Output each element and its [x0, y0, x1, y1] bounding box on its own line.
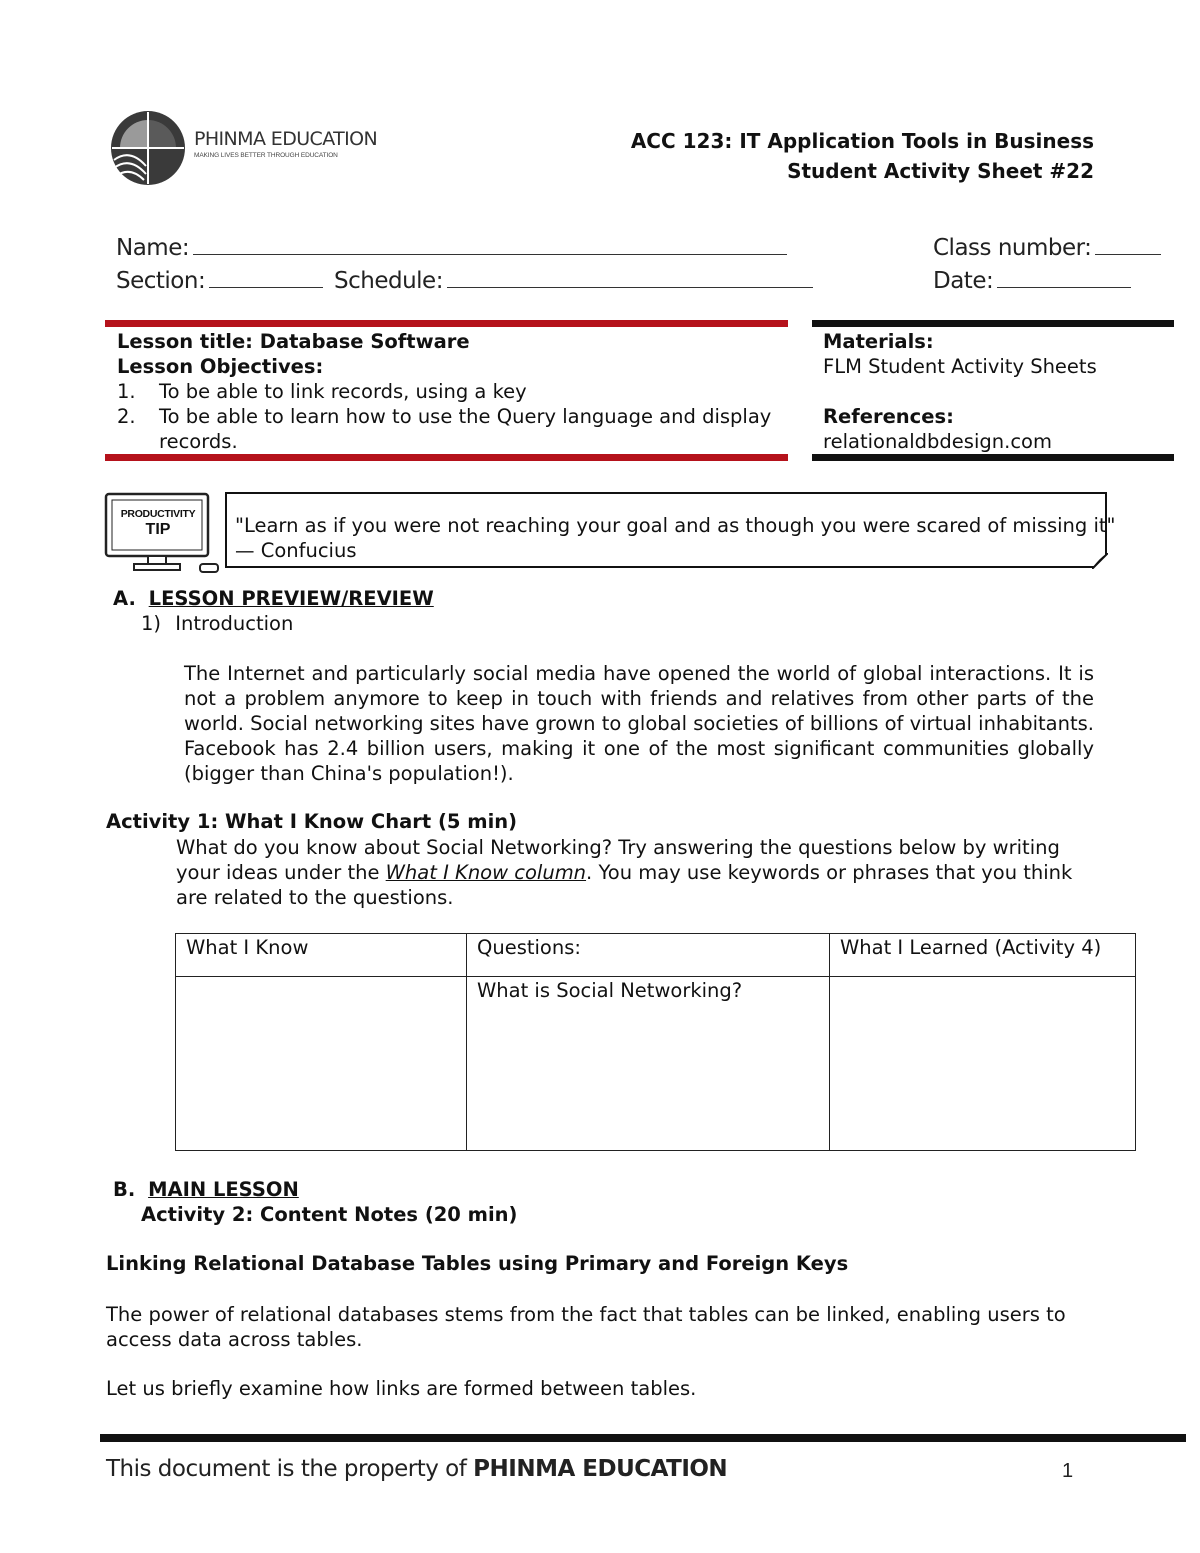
section-b-heading: [113, 1178, 299, 1201]
quote-text: "Learn as if you were not reaching your goal and as though you were scared of missing it": [235, 514, 1116, 537]
name-label: Name:: [116, 235, 190, 261]
schedule-line[interactable]: [447, 267, 813, 288]
section-line[interactable]: [209, 267, 323, 288]
footer-rule: [100, 1434, 1186, 1442]
page-number: 1: [1062, 1460, 1074, 1482]
activity1-title: Activity 1: What I Know Chart (5 min): [106, 810, 518, 833]
lesson-info: [117, 329, 777, 454]
footer-brand: PHINMA EDUCATION: [473, 1456, 728, 1482]
activity2-title: Activity 2: Content Notes (20 min): [141, 1203, 518, 1226]
date-line[interactable]: [997, 267, 1131, 288]
tip-icon-top-text: PRODUCTIVITY: [120, 508, 196, 520]
schedule-field[interactable]: [334, 267, 813, 294]
what-i-learned-cell[interactable]: [830, 977, 1136, 1151]
class-number-field[interactable]: [933, 234, 1161, 261]
intro-number: 1): [141, 612, 162, 635]
intro-label: Introduction: [175, 612, 294, 635]
table-header-row: [176, 934, 1136, 977]
phinma-logo: [110, 108, 380, 188]
table-header-cell: What I Know: [176, 934, 467, 977]
references-value: relationaldbdesign.com: [823, 430, 1052, 453]
materials-label: Materials:: [823, 330, 934, 353]
table-row: [176, 977, 1136, 1151]
content-subheading: Linking Relational Database Tables using Primary and Foreign Keys: [106, 1252, 849, 1275]
tip-quote: [235, 513, 1116, 563]
section-a-heading: [113, 587, 434, 610]
name-field[interactable]: [116, 234, 787, 261]
class-number-line[interactable]: [1095, 234, 1161, 255]
section-b-letter: B.: [113, 1178, 136, 1201]
quote-author: — Confucius: [235, 539, 357, 562]
activity1-text-after: . You may use keywords or phrases that you think are related to the questions.: [176, 861, 1073, 909]
table-header-cell: What I Learned (Activity 4): [830, 934, 1136, 977]
objectives-list: [117, 379, 777, 454]
references-label: References:: [823, 405, 954, 428]
objective-number: 2.: [117, 405, 136, 428]
lesson-top-rule: [105, 320, 788, 327]
content-paragraph-2: Let us briefly examine how links are formed between tables.: [106, 1377, 697, 1400]
course-title: ACC 123: IT Application Tools in Business: [630, 129, 1094, 153]
activity1-instructions: [176, 835, 1098, 910]
logo-name: PHINMA EDUCATION: [194, 128, 378, 150]
intro-item: [141, 611, 293, 636]
schedule-label: Schedule:: [334, 268, 443, 294]
table-header-cell: Questions:: [467, 934, 830, 977]
date-field[interactable]: [933, 267, 1131, 294]
tip-icon-bottom-text: TIP: [145, 521, 171, 538]
objectives-label: Lesson Objectives:: [117, 355, 324, 378]
section-a-letter: A.: [113, 587, 136, 610]
materials-info: [823, 329, 1173, 454]
what-i-know-cell[interactable]: [176, 977, 467, 1151]
date-label: Date:: [933, 268, 994, 294]
section-field[interactable]: [116, 267, 323, 294]
class-number-label: Class number:: [933, 235, 1092, 261]
content-paragraph-1: The power of relational databases stems from the fact that tables can be linked, enabling users to access data across tables.: [106, 1303, 1066, 1351]
question-cell: What is Social Networking?: [467, 977, 830, 1151]
objective-number: 1.: [117, 380, 136, 403]
materials-value: FLM Student Activity Sheets: [823, 355, 1097, 378]
sheet-title: Student Activity Sheet #22: [787, 159, 1094, 183]
section-label: Section:: [116, 268, 206, 294]
footer-text: [106, 1456, 727, 1482]
footer-prefix: This document is the property of: [106, 1456, 474, 1482]
lesson-bottom-rule: [105, 454, 788, 461]
lesson-title: Lesson title: Database Software: [117, 330, 470, 353]
activity1-emphasis: What I Know column: [385, 861, 587, 884]
intro-paragraph: The Internet and particularly social media have opened the world of global interactions. It is not a problem anymore to keep in touch with friends and relatives from other parts of the world. Social networking sites have grown to global societies of billions of virtual inhabitants. Facebook has 2.4 billion users, making it one of the most significant communities globally (bigger than China's population!).: [184, 662, 1094, 785]
activity1-text-before: What do you know about Social Networking? Try answering the questions below by writing your ideas under the: [176, 836, 1060, 884]
list-item: [117, 404, 777, 454]
productivity-tip-icon: [104, 492, 220, 574]
list-item: [117, 379, 777, 404]
what-i-know-table: [175, 933, 1136, 1151]
section-a-title: LESSON PREVIEW/REVIEW: [148, 587, 434, 610]
objective-text: To be able to learn how to use the Query language and display records.: [159, 405, 772, 453]
objective-text: To be able to link records, using a key: [159, 380, 527, 403]
materials-bottom-rule: [812, 454, 1174, 461]
logo-tagline: MAKING LIVES BETTER THROUGH EDUCATION: [194, 152, 338, 159]
materials-top-rule: [812, 320, 1174, 327]
section-b-title: MAIN LESSON: [148, 1178, 299, 1201]
name-line[interactable]: [193, 234, 787, 255]
course-header: [631, 126, 1094, 186]
